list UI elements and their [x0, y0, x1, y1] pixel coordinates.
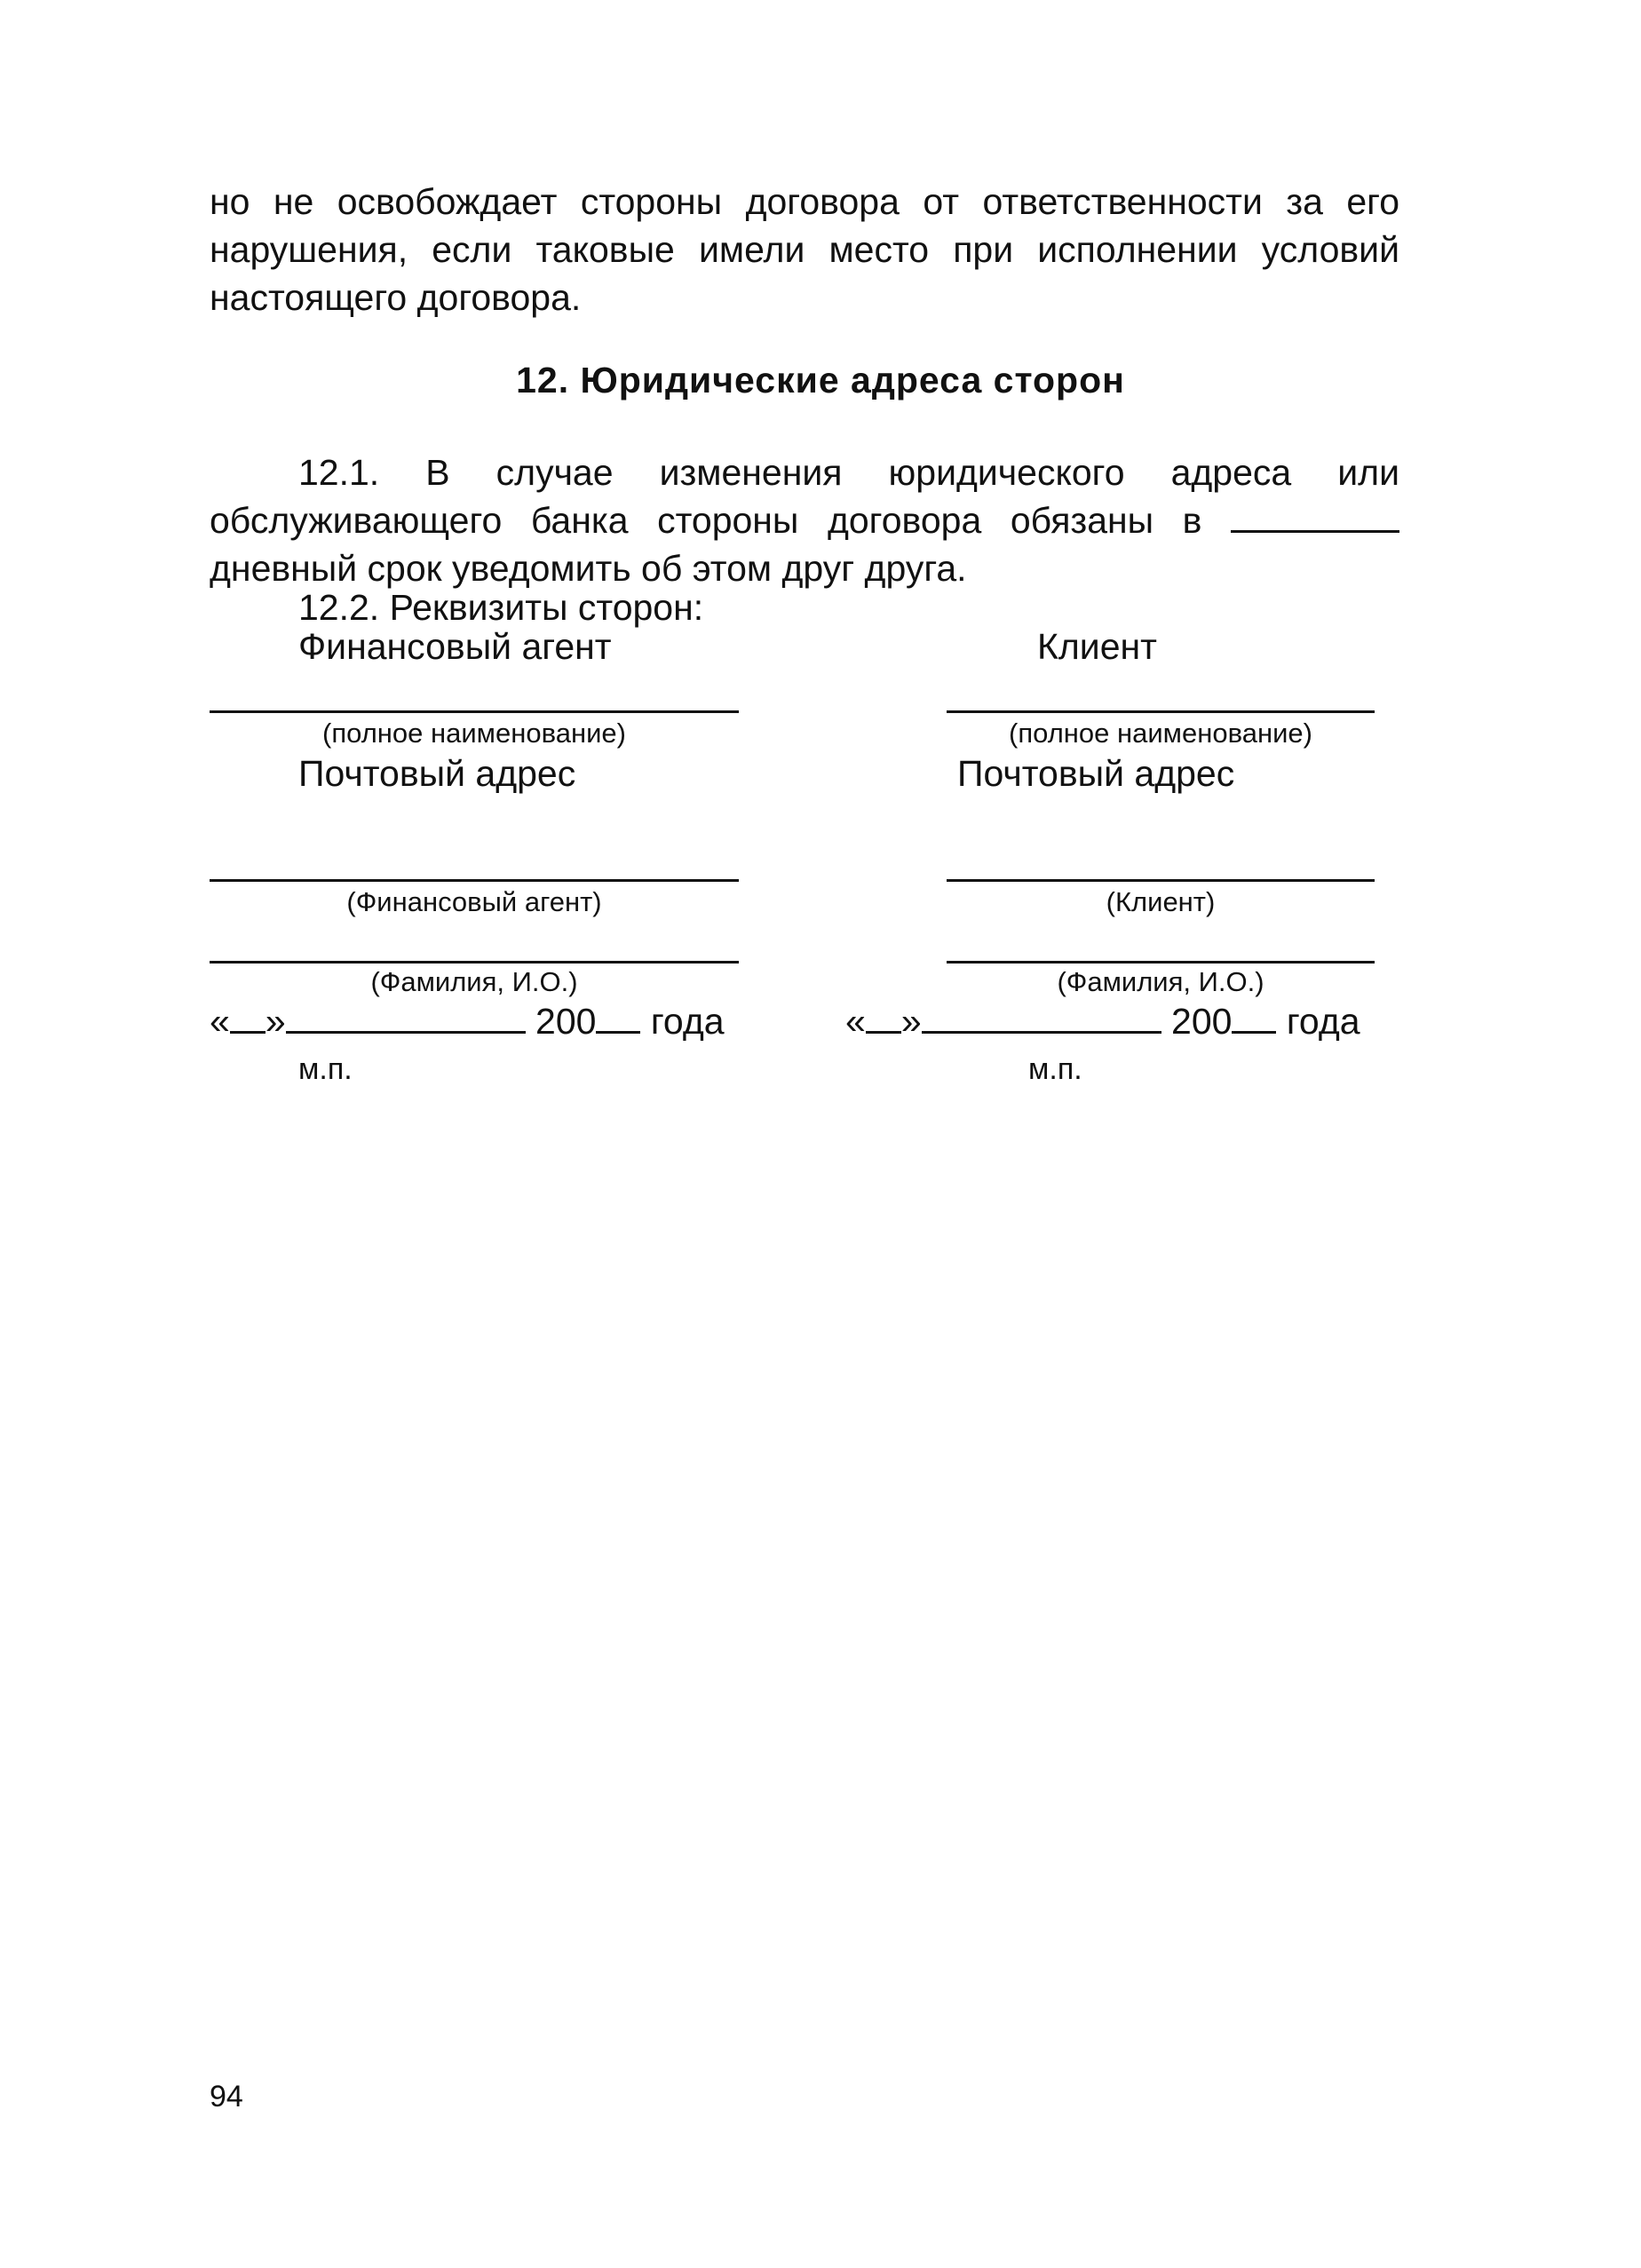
- left-signatory-caption: (Финансовый агент): [346, 886, 602, 917]
- clause-12-1: [210, 448, 1399, 592]
- left-year-prefix: 200: [535, 1001, 597, 1042]
- right-signatory-caption: (Клиент): [1106, 886, 1216, 917]
- right-day-blank: [866, 1004, 901, 1034]
- right-signatory-line: [947, 879, 1375, 882]
- right-date-row: [845, 1001, 1360, 1043]
- right-date-open-quote: «: [845, 1001, 866, 1042]
- right-name-caption: (полное наименование): [1009, 718, 1312, 749]
- left-day-blank: [230, 1004, 266, 1034]
- right-year-blank: [1232, 1004, 1276, 1034]
- left-year-blank: [596, 1004, 640, 1034]
- left-postal-label: Почтовый адрес: [298, 753, 576, 794]
- left-date-open-quote: «: [210, 1001, 230, 1042]
- left-fio-line: [210, 961, 739, 964]
- left-signatory-line: [210, 879, 739, 882]
- clause-12-1-text-end: дневный срок уведомить об этом друг друга.: [210, 548, 967, 589]
- right-date-close-quote: »: [900, 1001, 922, 1042]
- right-fio-caption: (Фамилия, И.О.): [1057, 966, 1264, 997]
- left-name-caption: (полное наименование): [322, 718, 626, 749]
- days-blank: [1231, 502, 1399, 533]
- left-year-suffix: года: [650, 1001, 725, 1042]
- left-date-row: [210, 1001, 725, 1043]
- clause-12-1-text-start: 12.1. В случае изменения юридического адреса или обслуживающего банка стороны договора обязаны в: [210, 452, 1399, 541]
- page-number: 94: [210, 2080, 243, 2113]
- left-party-role: Финансовый агент: [298, 626, 612, 667]
- right-fio-line: [947, 961, 1375, 964]
- right-stamp-label: м.п.: [1028, 1052, 1082, 1086]
- left-fio-caption: (Фамилия, И.О.): [370, 966, 578, 997]
- left-name-line: [210, 710, 739, 713]
- section-heading: 12. Юридические адреса сторон: [516, 360, 1125, 400]
- left-stamp-label: м.п.: [298, 1052, 353, 1086]
- right-party-role: Клиент: [1037, 626, 1157, 667]
- intro-paragraph: но не освобождает стороны договора от ответственности за его нарушения, если таковые имели место при исполнении условий настоящего договора.: [210, 181, 1399, 318]
- right-year-suffix: года: [1286, 1001, 1360, 1042]
- right-year-prefix: 200: [1171, 1001, 1233, 1042]
- right-name-line: [947, 710, 1375, 713]
- left-date-close-quote: »: [265, 1001, 286, 1042]
- clause-12-2: 12.2. Реквизиты сторон:: [298, 587, 704, 628]
- right-month-blank: [922, 1004, 1161, 1034]
- left-month-blank: [286, 1004, 526, 1034]
- right-postal-label: Почтовый адрес: [957, 753, 1235, 794]
